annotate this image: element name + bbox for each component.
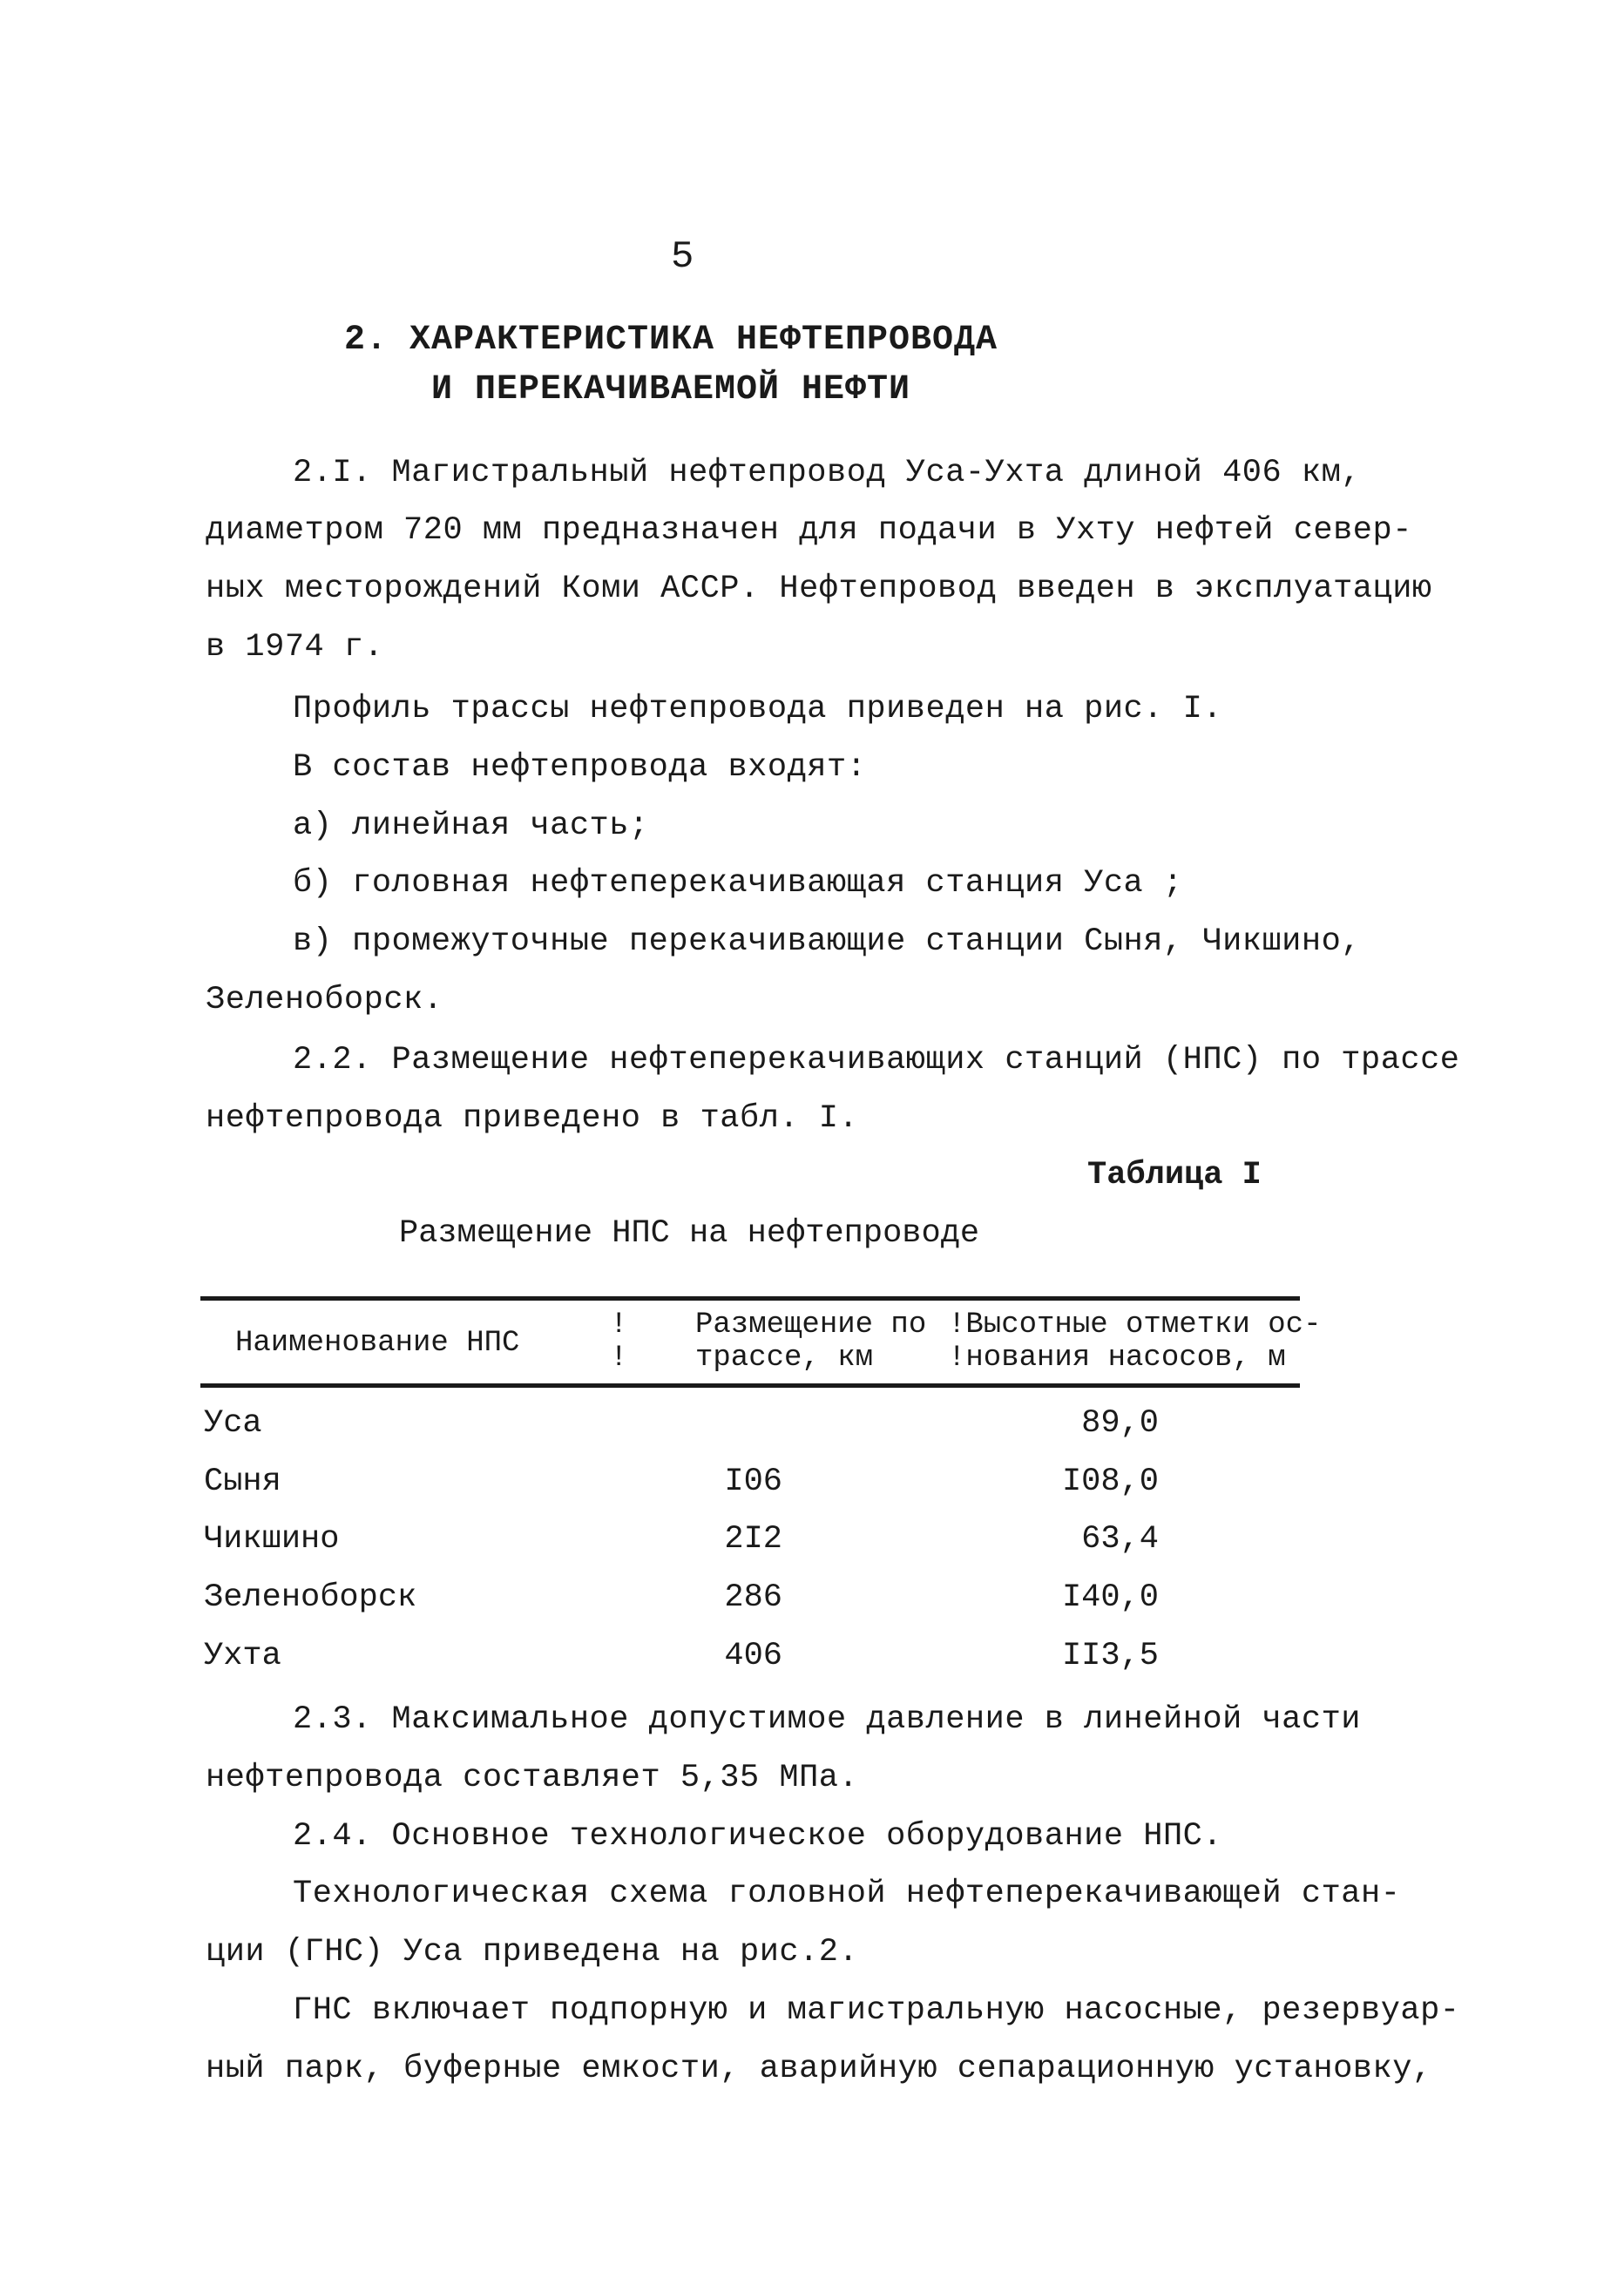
table-header-elevation-line1: !Высотные отметки ос-	[948, 1308, 1322, 1342]
gns-sentence-line1: ГНС включает подпорную и магистральную насосные, резервуар-	[293, 1992, 1460, 2029]
table-header-rule	[200, 1383, 1300, 1388]
station-name: Уса	[204, 1405, 262, 1442]
paragraph-2-3-line1: 2.3. Максимальное допустимое давление в линейной части	[293, 1701, 1361, 1738]
section-heading-line1: 2. ХАРАКТЕРИСТИКА НЕФТЕПРОВОДА	[343, 321, 998, 360]
paragraph-2-3-line2: нефтепровода составляет 5,35 МПа.	[206, 1760, 859, 1796]
paragraph-2-1-line2: диаметром 720 мм предназначен для подачи в Ухту нефтей север-	[206, 512, 1412, 549]
paragraph-2-2-line2: нефтепровода приведено в табл. I.	[206, 1100, 859, 1137]
table-header-name: Наименование НПС	[235, 1327, 520, 1360]
station-km: 286	[724, 1579, 782, 1616]
page-number: 5	[671, 235, 694, 279]
paragraph-2-1-line3: ных месторождений Коми АССР. Нефтепровод введен в эксплуатацию	[206, 571, 1432, 607]
station-km: 2I2	[724, 1521, 782, 1558]
station-name: Сыня	[204, 1464, 281, 1500]
station-km: 406	[724, 1638, 782, 1674]
composition-sentence: В состав нефтепровода входят:	[293, 749, 867, 786]
list-item-v-line2: Зеленоборск.	[206, 982, 443, 1018]
table-label: Таблица I	[1087, 1157, 1262, 1193]
scheme-sentence-line1: Технологическая схема головной нефтеперекачивающей стан-	[293, 1876, 1401, 1912]
table-top-rule	[200, 1296, 1300, 1301]
station-elevation: I40,0	[1061, 1579, 1159, 1616]
station-elevation: I08,0	[1061, 1464, 1159, 1500]
profile-sentence: Профиль трассы нефтепровода приведен на рис. I.	[293, 691, 1223, 727]
list-item-a: а) линейная часть;	[293, 808, 649, 844]
station-km: I06	[724, 1464, 782, 1500]
table-header-km-line1: Размещение по	[695, 1308, 927, 1342]
station-elevation: 89,0	[1081, 1405, 1159, 1442]
gns-sentence-line2: ный парк, буферные емкости, аварийную сепарационную установку,	[206, 2051, 1432, 2087]
scheme-sentence-line2: ции (ГНС) Уса приведена на рис.2.	[206, 1934, 859, 1971]
table-header-separator: ! !	[610, 1308, 628, 1375]
station-elevation: 63,4	[1081, 1521, 1159, 1558]
table-title: Размещение НПС на нефтепроводе	[399, 1215, 980, 1252]
list-item-b: б) головная нефтеперекачивающая станция Уса ;	[293, 865, 1183, 902]
table-header-km-line2: трассе, км	[695, 1342, 874, 1375]
station-name: Зеленоборск	[204, 1579, 417, 1616]
section-heading-line2: И ПЕРЕКАЧИВАЕМОЙ НЕФТИ	[430, 370, 911, 409]
paragraph-2-1-line1: 2.I. Магистральный нефтепровод Уса-Ухта длиной 406 км,	[293, 455, 1361, 491]
station-name: Ухта	[204, 1638, 281, 1674]
paragraph-2-1-line4: в 1974 г.	[206, 629, 384, 666]
paragraph-2-2-line1: 2.2. Размещение нефтеперекачивающих станций (НПС) по трассе	[293, 1042, 1460, 1078]
paragraph-2-4: 2.4. Основное технологическое оборудование НПС.	[293, 1818, 1223, 1855]
table-header-elevation-line2: !нования насосов, м	[948, 1342, 1286, 1375]
list-item-v-line1: в) промежуточные перекачивающие станции Сыня, Чикшино,	[293, 923, 1361, 960]
station-name: Чикшино	[204, 1521, 340, 1558]
station-elevation: II3,5	[1061, 1638, 1159, 1674]
